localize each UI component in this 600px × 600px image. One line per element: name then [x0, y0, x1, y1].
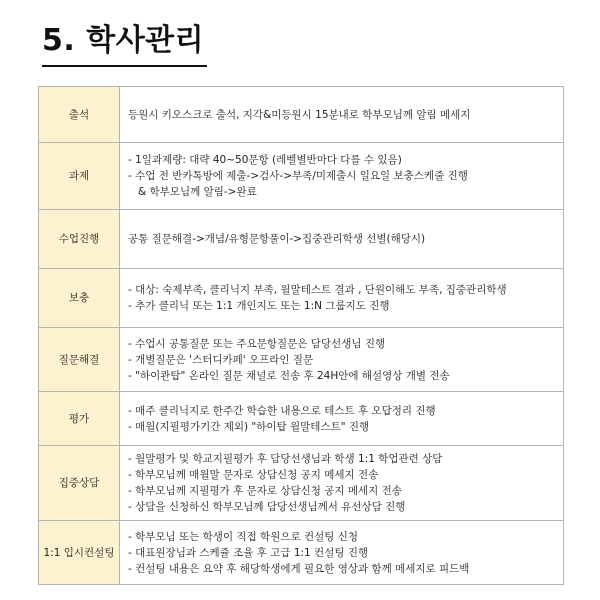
row-content: [120, 328, 564, 392]
row-label: 1:1 입시컨설팅: [39, 521, 120, 585]
content-line: - "하이콴탑" 온라인 질문 채널로 전송 후 24H안에 해설영상 개별 전송: [128, 369, 450, 382]
content-line: - 매주 클리닉지로 한주간 학습한 내용으로 테스트 후 오답정리 진행: [128, 404, 436, 417]
content-line: 등원시 키오스크로 출석, 지각&미등원시 15분내로 학부모님께 알림 메세지: [128, 108, 471, 121]
table-row-questions: [39, 328, 564, 392]
content-line: - 수업시 공통질문 또는 주요문항질문은 담당선생님 진행: [128, 337, 386, 350]
row-content: [120, 269, 564, 328]
content-line: - 개별질문은 '스터디카페' 오프라인 질문: [128, 353, 314, 366]
row-content: [120, 210, 564, 269]
row-label: 보충: [39, 269, 120, 328]
content-line: - 학부모님께 지필평가 후 문자로 상담신청 공지 메세지 전송: [128, 485, 402, 497]
table-row-counseling: [39, 446, 564, 521]
row-label: 출석: [39, 87, 120, 143]
row-content: [120, 446, 564, 521]
content-line: - 1일과제량: 대략 40~50문항 (레벨별반마다 다를 수 있음): [128, 154, 402, 166]
row-label: 평가: [39, 392, 120, 446]
title-underline: [42, 65, 207, 67]
content-line: - 월말평가 및 학교지필평가 후 담당선생님과 학생 1:1 학업관련 상담: [128, 453, 443, 465]
table-row-supplement: [39, 269, 564, 328]
row-label: 집중상담: [39, 446, 120, 521]
content-line: & 학부모님께 알림->완료: [138, 186, 257, 198]
page-title: 5. 학사관리: [42, 23, 205, 58]
content-line: 공통 질문해결->개념/유형문항풀이->집중관리학생 선별(해당시): [128, 233, 426, 245]
content-line: - 대상: 숙제부족, 클리닉지 부족, 월말테스트 결과 , 단원이해도 부족, 집중관리학생: [128, 284, 507, 296]
content-line: - 매월(지필평가기간 제외) "하이탑 월말테스트" 진행: [128, 420, 370, 433]
row-label: 질문해결: [39, 328, 120, 392]
content-line: - 대표원장님과 스케쥴 조율 후 고급 1:1 컨설팅 진행: [128, 546, 369, 559]
content-line: - 상담을 신청하신 학부모님께 담당선생님께서 유선상담 진행: [128, 501, 406, 513]
table-row-class-progress: [39, 210, 564, 269]
row-content: [120, 392, 564, 446]
table-row-admission-consulting: [39, 521, 564, 585]
content-line: - 학부모님 또는 학생이 직접 학원으로 컨설팅 신청: [128, 530, 359, 543]
table-row-evaluation: [39, 392, 564, 446]
table-row-attendance: [39, 87, 564, 143]
content-line: - 추가 클리닉 또는 1:1 개인지도 또는 1:N 그룹지도 진행: [128, 300, 390, 312]
row-content: [120, 521, 564, 585]
content-line: - 컨설팅 내용은 요약 후 해당학생에게 필요한 영상과 함께 메세지로 피드백: [128, 562, 470, 575]
row-label: 수업진행: [39, 210, 120, 269]
row-content: [120, 143, 564, 210]
content-line: - 수업 전 반카톡방에 제출->검사->부족/미제출시 일요일 보충스케줄 진행: [128, 170, 468, 182]
row-content: [120, 87, 564, 143]
row-label: 과제: [39, 143, 120, 210]
content-line: - 학부모님께 매월말 문자로 상담신청 공지 메세지 전송: [128, 469, 379, 481]
table-row-homework: [39, 143, 564, 210]
academic-management-table: [38, 86, 564, 585]
